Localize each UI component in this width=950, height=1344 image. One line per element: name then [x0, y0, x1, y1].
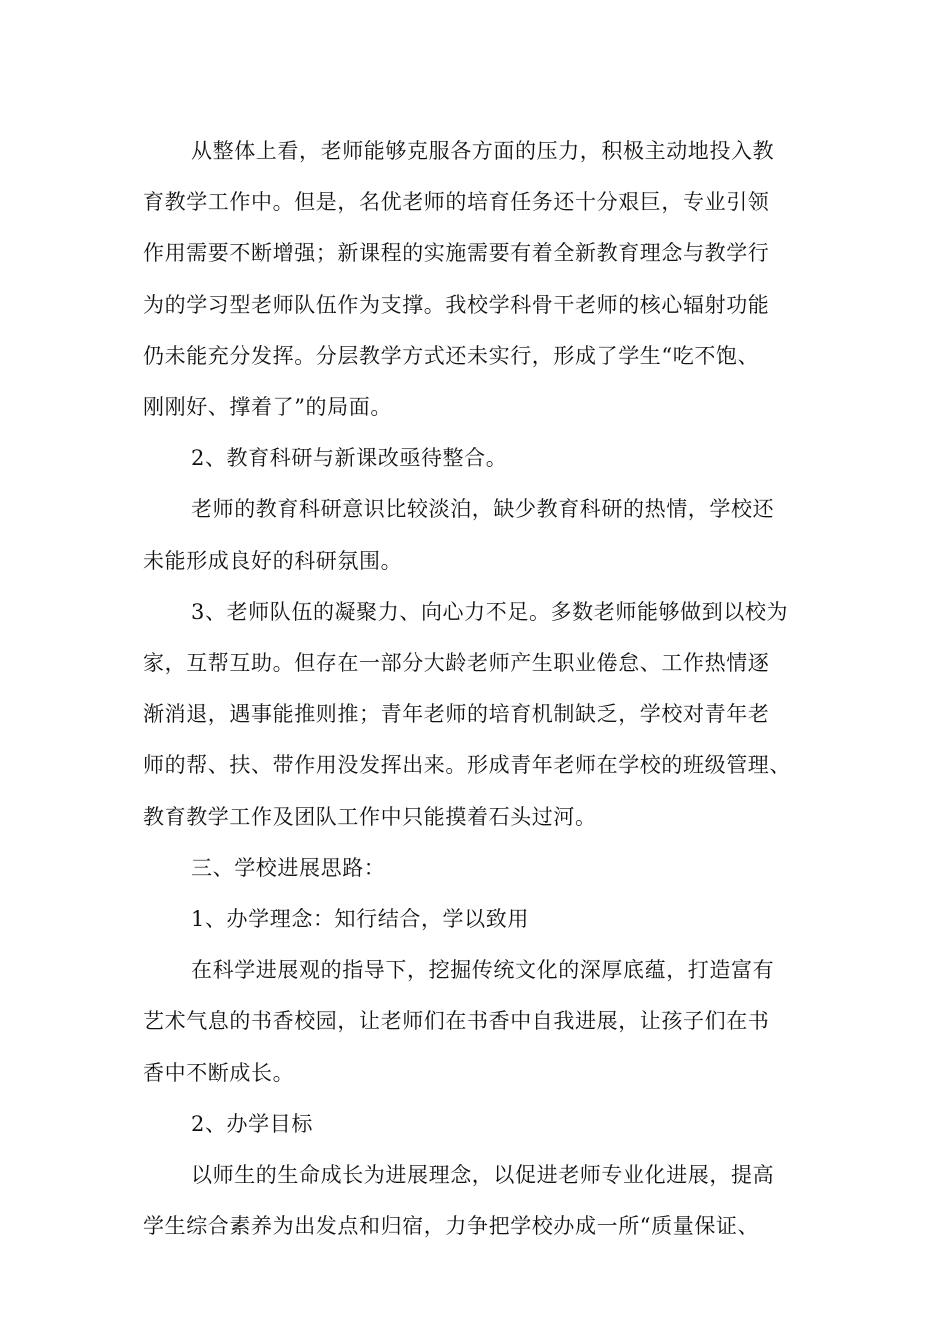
text-line: 育教学工作中。但是，名优老师的培育任务还十分艰巨，专业引领 [143, 190, 770, 215]
text-line: 渐消退，遇事能推则推；青年老师的培育机制缺乏，学校对青年老 [143, 702, 770, 727]
paragraph-team-cohesion [143, 587, 811, 843]
text-line: 2、教育科研与新课改亟待整合。 [191, 446, 508, 471]
text-line: 作用需要不断增强；新课程的实施需要有着全新教育理念与教学行 [143, 241, 770, 266]
text-line: 以师生的生命成长为进展理念，以促进老师专业化进展，提高 [191, 1163, 775, 1188]
text-line: 从整体上看，老师能够克服各方面的压力，积极主动地投入教 [191, 139, 775, 163]
text-line: 香中不断成长。 [143, 1060, 295, 1085]
heading-school-goals [143, 1099, 811, 1150]
document-body [143, 126, 811, 1252]
heading-school-philosophy [143, 894, 811, 945]
text-line: 在科学进展观的指导下，挖掘传统文化的深厚底蕴，打造富有 [191, 958, 775, 983]
text-line: 2、办学目标 [191, 1111, 313, 1136]
text-line: 三、学校进展思路： [191, 855, 386, 880]
paragraph-goals-detail [143, 1150, 811, 1252]
text-line: 为的学习型老师队伍作为支撑。我校学科骨干老师的核心辐射功能 [143, 292, 770, 317]
text-line: 刚刚好、撑着了”的局面。 [143, 395, 392, 420]
text-line: 未能形成良好的科研氛围。 [143, 548, 403, 573]
text-line: 老师的教育科研意识比较淡泊，缺少教育科研的热情，学校还 [191, 497, 775, 522]
text-line: 仍未能充分发挥。分层教学方式还未实行，形成了学生“吃不饱、 [143, 343, 760, 368]
text-line: 3、老师队伍的凝聚力、向心力不足。多数老师能够做到以校为 [191, 599, 789, 624]
text-line: 学生综合素养为出发点和归宿，力争把学校办成一所“质量保证、 [143, 1214, 760, 1239]
text-line: 艺术气息的书香校园，让老师们在书香中自我进展，让孩子们在书 [143, 1009, 770, 1034]
text-line: 教育教学工作及团队工作中只能摸着石头过河。 [143, 804, 597, 829]
text-line: 家，互帮互助。但存在一部分大龄老师产生职业倦怠、工作热情逐 [143, 651, 770, 676]
text-line: 师的帮、扶、带作用没发挥出来。形成青年老师在学校的班级管理、 [143, 753, 791, 778]
paragraph-philosophy-detail [143, 945, 811, 1099]
heading-development-ideas [143, 843, 811, 894]
paragraph-teacher-overview [143, 126, 811, 433]
paragraph-research-awareness [143, 484, 811, 586]
heading-research-reform [143, 433, 811, 484]
text-line: 1、办学理念：知行结合，学以致用 [191, 907, 529, 932]
